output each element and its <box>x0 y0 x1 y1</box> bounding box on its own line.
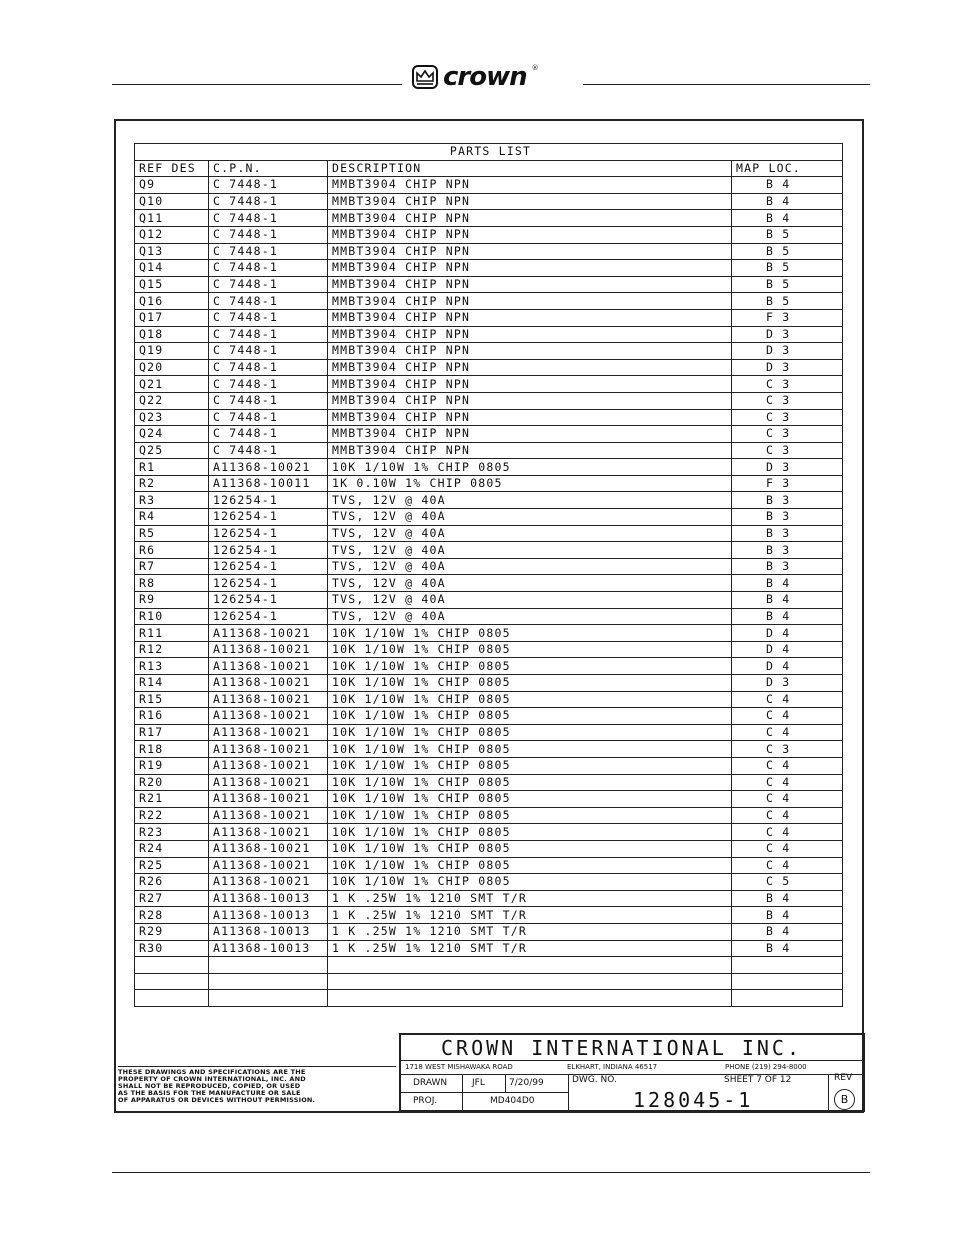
cpn-cell <box>209 973 328 990</box>
ref-des-cell: Q16 <box>135 293 209 310</box>
description-cell: 10K 1/10W 1% CHIP 0805 <box>328 774 732 791</box>
ref-des-cell: R5 <box>135 525 209 542</box>
map-loc-cell: D 4 <box>732 658 843 675</box>
project-code: MD404D0 <box>490 1096 535 1106</box>
cpn-cell: C 7448-1 <box>209 392 328 409</box>
cpn-cell: A11368-10021 <box>209 658 328 675</box>
table-row <box>135 226 843 243</box>
parts-list-table <box>134 143 843 1007</box>
description-cell: 10K 1/10W 1% CHIP 0805 <box>328 807 732 824</box>
cpn-cell: 126254-1 <box>209 525 328 542</box>
proprietary-notice: THESE DRAWINGS AND SPECIFICATIONS ARE THE PROPERTY OF CROWN INTERNATIONAL, INC. AND SHALL NOT BE REPRODUCED, COPIED, OR USED AS THE BASIS FOR THE MANUFACTURE OR SALE OF APPARATUS OR DEVICES WITHOUT PERMISSION. <box>118 1066 396 1113</box>
description-cell: 1 K .25W 1% 1210 SMT T/R <box>328 907 732 924</box>
ref-des-cell: R25 <box>135 857 209 874</box>
description-cell: 10K 1/10W 1% CHIP 0805 <box>328 625 732 642</box>
table-row <box>135 459 843 476</box>
table-row <box>135 525 843 542</box>
map-loc-cell: C 3 <box>732 409 843 426</box>
table-row <box>135 675 843 692</box>
map-loc-cell: D 3 <box>732 359 843 376</box>
table-row <box>135 243 843 260</box>
cpn-cell <box>209 957 328 974</box>
table-row <box>135 276 843 293</box>
cpn-cell: A11368-10021 <box>209 708 328 725</box>
map-loc-cell: B 3 <box>732 542 843 559</box>
table-row <box>135 857 843 874</box>
table-row <box>135 376 843 393</box>
cpn-cell: C 7448-1 <box>209 409 328 426</box>
column-header-cpn: C.P.N. <box>209 160 328 177</box>
ref-des-cell: R7 <box>135 558 209 575</box>
cpn-cell: C 7448-1 <box>209 426 328 443</box>
description-cell: MMBT3904 CHIP NPN <box>328 309 732 326</box>
table-row <box>135 492 843 509</box>
table-row <box>135 475 843 492</box>
ref-des-cell: R26 <box>135 874 209 891</box>
description-cell: 1 K .25W 1% 1210 SMT T/R <box>328 940 732 957</box>
ref-des-cell: R1 <box>135 459 209 476</box>
ref-des-cell: R23 <box>135 824 209 841</box>
ref-des-cell: R22 <box>135 807 209 824</box>
sheet-number: SHEET 7 OF 12 <box>724 1075 792 1085</box>
revision-badge: B <box>834 1089 855 1110</box>
ref-des-cell: R19 <box>135 757 209 774</box>
description-cell: 10K 1/10W 1% CHIP 0805 <box>328 791 732 808</box>
ref-des-cell: Q21 <box>135 376 209 393</box>
map-loc-cell: F 3 <box>732 475 843 492</box>
cpn-cell: C 7448-1 <box>209 326 328 343</box>
drawn-date: 7/20/99 <box>509 1078 544 1088</box>
map-loc-cell: B 4 <box>732 592 843 609</box>
ref-des-cell: R27 <box>135 890 209 907</box>
description-cell: MMBT3904 CHIP NPN <box>328 276 732 293</box>
footer-rule <box>112 1172 870 1173</box>
table-row <box>135 691 843 708</box>
table-row <box>135 210 843 227</box>
map-loc-cell: B 3 <box>732 525 843 542</box>
ref-des-cell: R28 <box>135 907 209 924</box>
cpn-cell: C 7448-1 <box>209 359 328 376</box>
ref-des-cell: Q19 <box>135 343 209 360</box>
column-header-description: DESCRIPTION <box>328 160 732 177</box>
table-row <box>135 757 843 774</box>
map-loc-cell: C 4 <box>732 774 843 791</box>
cpn-cell: C 7448-1 <box>209 260 328 277</box>
table-row <box>135 260 843 277</box>
description-cell: 10K 1/10W 1% CHIP 0805 <box>328 691 732 708</box>
table-row <box>135 193 843 210</box>
table-row <box>135 658 843 675</box>
description-cell: 1 K .25W 1% 1210 SMT T/R <box>328 923 732 940</box>
ref-des-cell: R4 <box>135 509 209 526</box>
cpn-cell: 126254-1 <box>209 492 328 509</box>
map-loc-cell: C 3 <box>732 376 843 393</box>
table-row <box>135 309 843 326</box>
cpn-cell: C 7448-1 <box>209 177 328 194</box>
description-cell: TVS, 12V @ 40A <box>328 542 732 559</box>
table-row <box>135 392 843 409</box>
description-cell <box>328 957 732 974</box>
description-cell: MMBT3904 CHIP NPN <box>328 326 732 343</box>
description-cell: TVS, 12V @ 40A <box>328 592 732 609</box>
cpn-cell: A11368-10021 <box>209 791 328 808</box>
cpn-cell: 126254-1 <box>209 608 328 625</box>
city-address: ELKHART, INDIANA 46517 <box>567 1063 658 1071</box>
map-loc-cell: C 4 <box>732 807 843 824</box>
map-loc-cell: B 4 <box>732 923 843 940</box>
map-loc-cell: C 3 <box>732 392 843 409</box>
crown-icon <box>412 65 438 89</box>
map-loc-cell: B 4 <box>732 210 843 227</box>
table-row <box>135 973 843 990</box>
description-cell: TVS, 12V @ 40A <box>328 558 732 575</box>
cpn-cell: A11368-10021 <box>209 807 328 824</box>
map-loc-cell: B 5 <box>732 276 843 293</box>
description-cell: TVS, 12V @ 40A <box>328 492 732 509</box>
ref-des-cell: R6 <box>135 542 209 559</box>
map-loc-cell <box>732 973 843 990</box>
description-cell: 10K 1/10W 1% CHIP 0805 <box>328 857 732 874</box>
table-row <box>135 592 843 609</box>
map-loc-cell: B 5 <box>732 293 843 310</box>
description-cell: MMBT3904 CHIP NPN <box>328 226 732 243</box>
ref-des-cell: Q17 <box>135 309 209 326</box>
description-cell: MMBT3904 CHIP NPN <box>328 359 732 376</box>
description-cell: 10K 1/10W 1% CHIP 0805 <box>328 874 732 891</box>
cpn-cell: A11368-10021 <box>209 857 328 874</box>
map-loc-cell: F 3 <box>732 309 843 326</box>
description-cell: MMBT3904 CHIP NPN <box>328 442 732 459</box>
map-loc-cell <box>732 957 843 974</box>
map-loc-cell: C 4 <box>732 857 843 874</box>
table-row <box>135 558 843 575</box>
ref-des-cell: R11 <box>135 625 209 642</box>
description-cell: MMBT3904 CHIP NPN <box>328 243 732 260</box>
description-cell: TVS, 12V @ 40A <box>328 608 732 625</box>
description-cell: 10K 1/10W 1% CHIP 0805 <box>328 741 732 758</box>
description-cell: MMBT3904 CHIP NPN <box>328 376 732 393</box>
registered-mark: ® <box>531 64 539 72</box>
map-loc-cell: B 4 <box>732 608 843 625</box>
ref-des-cell: Q18 <box>135 326 209 343</box>
dwg-no-label: DWG. NO. <box>572 1075 617 1085</box>
table-row <box>135 409 843 426</box>
description-cell: 10K 1/10W 1% CHIP 0805 <box>328 824 732 841</box>
table-row <box>135 840 843 857</box>
cpn-cell: 126254-1 <box>209 592 328 609</box>
description-cell: MMBT3904 CHIP NPN <box>328 343 732 360</box>
ref-des-cell: Q22 <box>135 392 209 409</box>
cpn-cell: C 7448-1 <box>209 276 328 293</box>
description-cell: MMBT3904 CHIP NPN <box>328 293 732 310</box>
proj-label: PROJ. <box>413 1096 438 1106</box>
cpn-cell: A11368-10021 <box>209 724 328 741</box>
ref-des-cell: R18 <box>135 741 209 758</box>
map-loc-cell: C 4 <box>732 691 843 708</box>
cpn-cell: C 7448-1 <box>209 442 328 459</box>
map-loc-cell: B 4 <box>732 907 843 924</box>
cpn-cell: A11368-10013 <box>209 907 328 924</box>
description-cell: 10K 1/10W 1% CHIP 0805 <box>328 757 732 774</box>
description-cell: 10K 1/10W 1% CHIP 0805 <box>328 708 732 725</box>
table-row <box>135 940 843 957</box>
table-row <box>135 177 843 194</box>
column-header-ref-des: REF DES <box>135 160 209 177</box>
map-loc-cell: C 4 <box>732 708 843 725</box>
cpn-cell: A11368-10021 <box>209 840 328 857</box>
map-loc-cell: B 4 <box>732 890 843 907</box>
map-loc-cell: B 3 <box>732 509 843 526</box>
ref-des-cell: R30 <box>135 940 209 957</box>
header-rule-left <box>112 84 402 85</box>
cpn-cell: A11368-10021 <box>209 874 328 891</box>
title-block <box>399 1033 865 1112</box>
description-cell: TVS, 12V @ 40A <box>328 575 732 592</box>
map-loc-cell: C 3 <box>732 741 843 758</box>
cpn-cell: A11368-10013 <box>209 940 328 957</box>
rev-label: REV <box>834 1073 853 1083</box>
map-loc-cell: B 4 <box>732 177 843 194</box>
header-rule-right <box>583 84 870 85</box>
phone-number: PHONE (219) 294-8000 <box>725 1063 807 1071</box>
description-cell: 10K 1/10W 1% CHIP 0805 <box>328 658 732 675</box>
description-cell: TVS, 12V @ 40A <box>328 509 732 526</box>
table-row <box>135 824 843 841</box>
table-row <box>135 791 843 808</box>
map-loc-cell: B 5 <box>732 260 843 277</box>
cpn-cell: 126254-1 <box>209 542 328 559</box>
cpn-cell: C 7448-1 <box>209 376 328 393</box>
map-loc-cell: C 4 <box>732 791 843 808</box>
description-cell: 10K 1/10W 1% CHIP 0805 <box>328 675 732 692</box>
table-row <box>135 923 843 940</box>
table-row <box>135 608 843 625</box>
description-cell: MMBT3904 CHIP NPN <box>328 177 732 194</box>
table-row <box>135 575 843 592</box>
ref-des-cell: R15 <box>135 691 209 708</box>
ref-des-cell: Q23 <box>135 409 209 426</box>
map-loc-cell: B 4 <box>732 193 843 210</box>
table-row <box>135 343 843 360</box>
ref-des-cell: R3 <box>135 492 209 509</box>
table-row <box>135 509 843 526</box>
map-loc-cell: B 3 <box>732 492 843 509</box>
ref-des-cell: R10 <box>135 608 209 625</box>
map-loc-cell: D 3 <box>732 326 843 343</box>
parts-list-body <box>135 177 843 1007</box>
map-loc-cell: C 3 <box>732 442 843 459</box>
map-loc-cell: D 4 <box>732 641 843 658</box>
cpn-cell: A11368-10021 <box>209 774 328 791</box>
description-cell: TVS, 12V @ 40A <box>328 525 732 542</box>
map-loc-cell: C 4 <box>732 757 843 774</box>
ref-des-cell: R24 <box>135 840 209 857</box>
description-cell: 1K 0.10W 1% CHIP 0805 <box>328 475 732 492</box>
street-address: 1718 WEST MISHAWAKA ROAD <box>405 1063 513 1071</box>
description-cell: MMBT3904 CHIP NPN <box>328 409 732 426</box>
cpn-cell: A11368-10021 <box>209 641 328 658</box>
ref-des-cell: Q15 <box>135 276 209 293</box>
cpn-cell: A11368-10021 <box>209 625 328 642</box>
table-row <box>135 724 843 741</box>
brand-wordmark: crown <box>443 62 527 92</box>
cpn-cell: A11368-10011 <box>209 475 328 492</box>
cpn-cell: C 7448-1 <box>209 226 328 243</box>
ref-des-cell: Q13 <box>135 243 209 260</box>
ref-des-cell: R16 <box>135 708 209 725</box>
table-row <box>135 359 843 376</box>
ref-des-cell: Q11 <box>135 210 209 227</box>
ref-des-cell: R14 <box>135 675 209 692</box>
table-row <box>135 442 843 459</box>
map-loc-cell: B 4 <box>732 940 843 957</box>
cpn-cell: A11368-10021 <box>209 691 328 708</box>
drawn-label: DRAWN <box>413 1078 448 1088</box>
ref-des-cell: R29 <box>135 923 209 940</box>
description-cell <box>328 973 732 990</box>
cpn-cell: A11368-10013 <box>209 890 328 907</box>
cpn-cell: C 7448-1 <box>209 243 328 260</box>
description-cell: MMBT3904 CHIP NPN <box>328 260 732 277</box>
ref-des-cell <box>135 957 209 974</box>
ref-des-cell: Q9 <box>135 177 209 194</box>
cpn-cell: A11368-10021 <box>209 741 328 758</box>
map-loc-cell: B 5 <box>732 226 843 243</box>
map-loc-cell: B 5 <box>732 243 843 260</box>
description-cell: MMBT3904 CHIP NPN <box>328 210 732 227</box>
table-row <box>135 774 843 791</box>
table-row <box>135 542 843 559</box>
parts-list-title: PARTS LIST <box>135 144 843 161</box>
table-row <box>135 807 843 824</box>
table-row <box>135 957 843 974</box>
cpn-cell <box>209 990 328 1007</box>
ref-des-cell: Q20 <box>135 359 209 376</box>
table-row <box>135 293 843 310</box>
map-loc-cell: C 3 <box>732 426 843 443</box>
crown-logo <box>412 60 582 94</box>
ref-des-cell: Q24 <box>135 426 209 443</box>
table-row <box>135 907 843 924</box>
ref-des-cell: R9 <box>135 592 209 609</box>
map-loc-cell: C 5 <box>732 874 843 891</box>
cpn-cell: A11368-10021 <box>209 824 328 841</box>
ref-des-cell: R13 <box>135 658 209 675</box>
table-row <box>135 990 843 1007</box>
map-loc-cell: C 4 <box>732 724 843 741</box>
company-name: CROWN INTERNATIONAL INC. <box>401 1035 863 1061</box>
cpn-cell: A11368-10021 <box>209 675 328 692</box>
ref-des-cell: Q14 <box>135 260 209 277</box>
ref-des-cell: R20 <box>135 774 209 791</box>
map-loc-cell: B 3 <box>732 558 843 575</box>
cpn-cell: 126254-1 <box>209 509 328 526</box>
cpn-cell: C 7448-1 <box>209 343 328 360</box>
ref-des-cell: Q12 <box>135 226 209 243</box>
table-row <box>135 326 843 343</box>
table-row <box>135 625 843 642</box>
ref-des-cell: R17 <box>135 724 209 741</box>
table-row <box>135 641 843 658</box>
cpn-cell: C 7448-1 <box>209 293 328 310</box>
cpn-cell: C 7448-1 <box>209 309 328 326</box>
description-cell: MMBT3904 CHIP NPN <box>328 392 732 409</box>
description-cell: 1 K .25W 1% 1210 SMT T/R <box>328 890 732 907</box>
description-cell: 10K 1/10W 1% CHIP 0805 <box>328 459 732 476</box>
drawing-number: 128045-1 <box>633 1088 754 1112</box>
cpn-cell: 126254-1 <box>209 575 328 592</box>
column-header-map-loc: MAP LOC. <box>732 160 843 177</box>
ref-des-cell: R12 <box>135 641 209 658</box>
table-row <box>135 741 843 758</box>
map-loc-cell: C 4 <box>732 824 843 841</box>
cpn-cell: C 7448-1 <box>209 210 328 227</box>
table-row <box>135 426 843 443</box>
description-cell: MMBT3904 CHIP NPN <box>328 426 732 443</box>
ref-des-cell: R2 <box>135 475 209 492</box>
description-cell: 10K 1/10W 1% CHIP 0805 <box>328 840 732 857</box>
description-cell <box>328 990 732 1007</box>
ref-des-cell: Q25 <box>135 442 209 459</box>
table-row <box>135 890 843 907</box>
map-loc-cell <box>732 990 843 1007</box>
ref-des-cell <box>135 990 209 1007</box>
ref-des-cell: Q10 <box>135 193 209 210</box>
drawn-by: JFL <box>472 1078 485 1088</box>
map-loc-cell: C 4 <box>732 840 843 857</box>
map-loc-cell: B 4 <box>732 575 843 592</box>
description-cell: MMBT3904 CHIP NPN <box>328 193 732 210</box>
ref-des-cell <box>135 973 209 990</box>
description-cell: 10K 1/10W 1% CHIP 0805 <box>328 724 732 741</box>
map-loc-cell: D 4 <box>732 625 843 642</box>
table-row <box>135 708 843 725</box>
cpn-cell: A11368-10021 <box>209 459 328 476</box>
cpn-cell: A11368-10013 <box>209 923 328 940</box>
cpn-cell: C 7448-1 <box>209 193 328 210</box>
cpn-cell: 126254-1 <box>209 558 328 575</box>
ref-des-cell: R21 <box>135 791 209 808</box>
map-loc-cell: D 3 <box>732 343 843 360</box>
table-row <box>135 874 843 891</box>
description-cell: 10K 1/10W 1% CHIP 0805 <box>328 641 732 658</box>
ref-des-cell: R8 <box>135 575 209 592</box>
map-loc-cell: D 3 <box>732 675 843 692</box>
cpn-cell: A11368-10021 <box>209 757 328 774</box>
map-loc-cell: D 3 <box>732 459 843 476</box>
